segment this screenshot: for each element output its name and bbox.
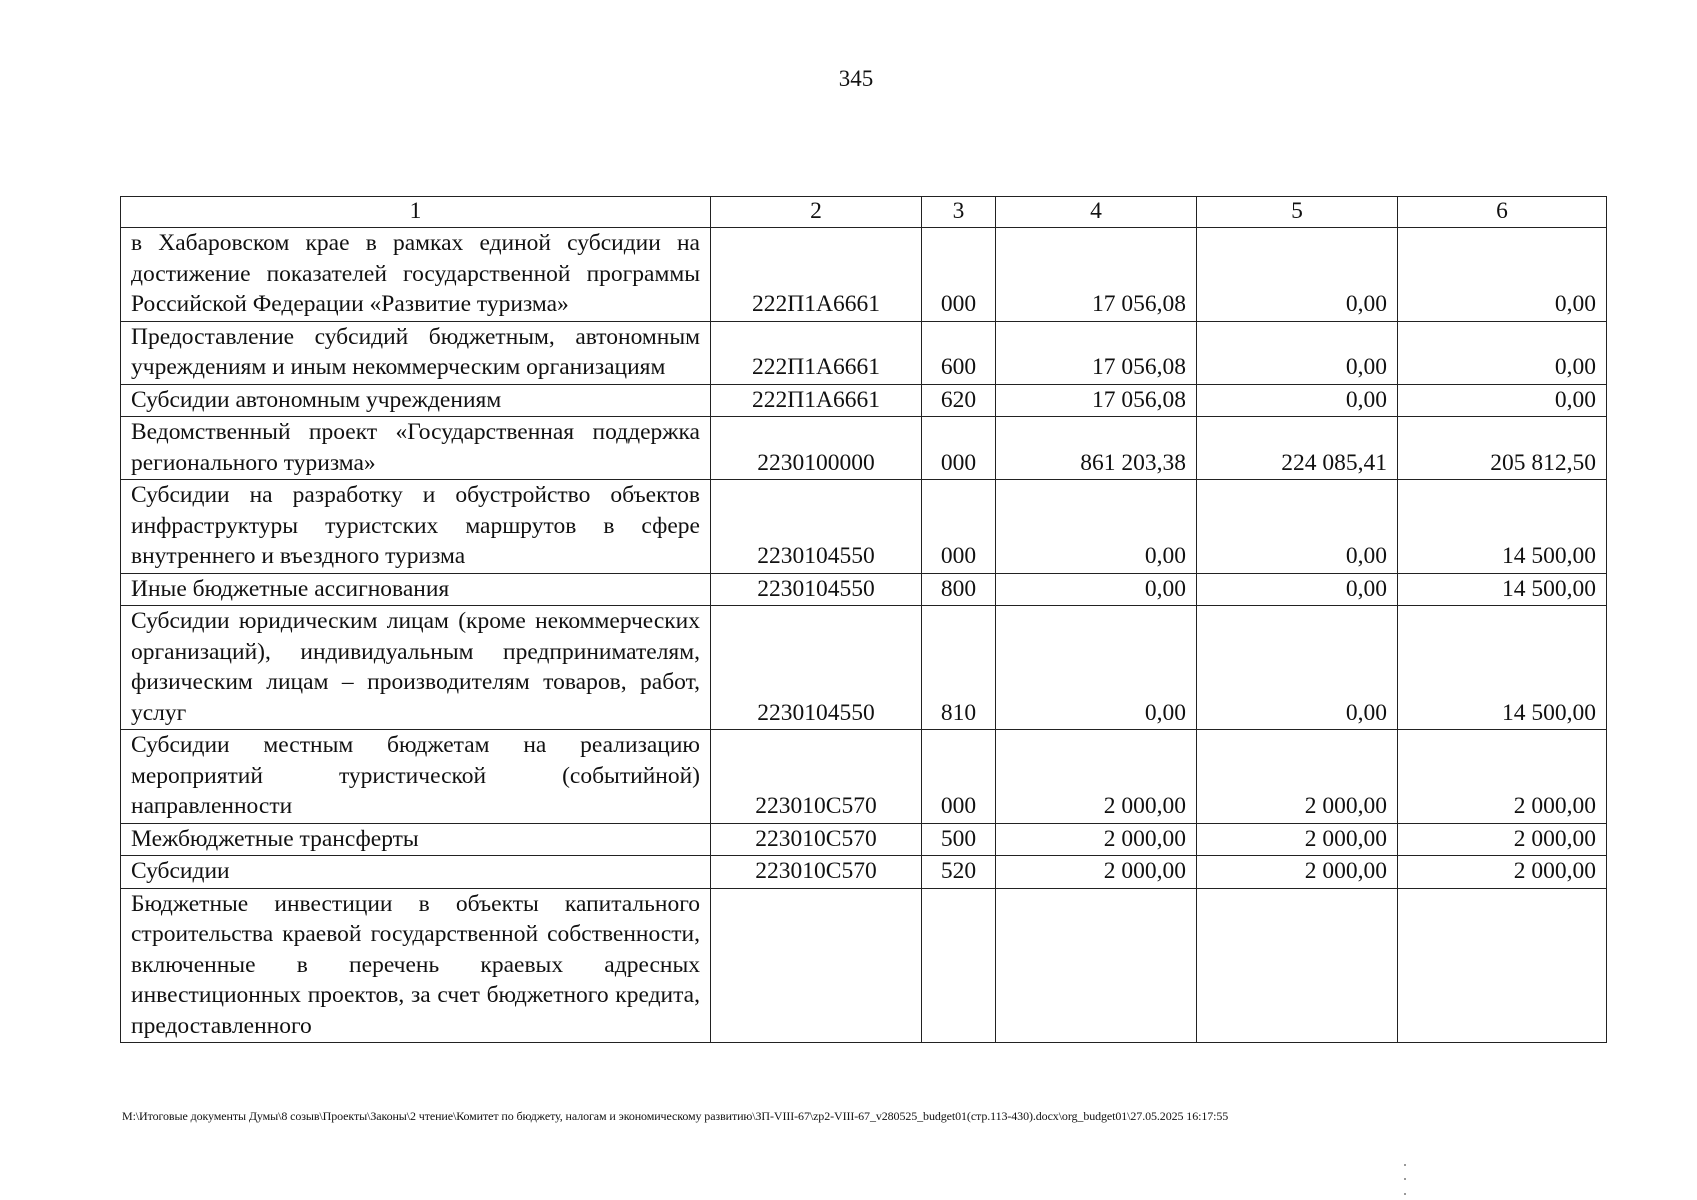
amount-col-6: 205 812,50 [1398, 417, 1607, 480]
amount-col-4: 0,00 [996, 480, 1197, 574]
row-description: Субсидии [121, 856, 711, 889]
table-row [121, 228, 1607, 322]
expense-type-code: 520 [922, 856, 996, 889]
table-row [121, 888, 1607, 1043]
target-article-code: 222П1А6661 [711, 228, 922, 322]
table-header-row [121, 197, 1607, 228]
amount-col-5: 224 085,41 [1197, 417, 1398, 480]
amount-col-6: 0,00 [1398, 384, 1607, 417]
expense-type-code: 500 [922, 823, 996, 856]
scan-speck [1404, 1193, 1406, 1195]
expense-type-code [922, 888, 996, 1043]
row-description: Субсидии местным бюджетам на реализацию мероприятий туристической (событийной) направленности [121, 730, 711, 824]
amount-col-6 [1398, 888, 1607, 1043]
amount-col-6: 0,00 [1398, 321, 1607, 384]
table-row [121, 606, 1607, 730]
amount-col-4: 0,00 [996, 573, 1197, 606]
amount-col-4 [996, 888, 1197, 1043]
row-description: Иные бюджетные ассигнования [121, 573, 711, 606]
column-header: 3 [922, 197, 996, 228]
amount-col-6: 2 000,00 [1398, 823, 1607, 856]
column-header: 1 [121, 197, 711, 228]
table-row [121, 480, 1607, 574]
amount-col-6: 14 500,00 [1398, 573, 1607, 606]
target-article-code: 2230104550 [711, 606, 922, 730]
amount-col-5: 0,00 [1197, 480, 1398, 574]
amount-col-5: 0,00 [1197, 573, 1398, 606]
expense-type-code: 000 [922, 228, 996, 322]
scan-speck [1404, 1178, 1406, 1180]
row-description: Субсидии на разработку и обустройство объектов инфраструктуры туристских маршрутов в сфере внутреннего и въездного туризма [121, 480, 711, 574]
column-header: 5 [1197, 197, 1398, 228]
expense-type-code: 000 [922, 480, 996, 574]
table-row [121, 573, 1607, 606]
column-header: 6 [1398, 197, 1607, 228]
amount-col-5: 0,00 [1197, 321, 1398, 384]
amount-col-6: 14 500,00 [1398, 480, 1607, 574]
row-description: Межбюджетные трансферты [121, 823, 711, 856]
table-row [121, 321, 1607, 384]
amount-col-4: 2 000,00 [996, 823, 1197, 856]
scan-speck [1404, 1164, 1406, 1166]
amount-col-4: 0,00 [996, 606, 1197, 730]
amount-col-5: 0,00 [1197, 384, 1398, 417]
amount-col-4: 2 000,00 [996, 856, 1197, 889]
target-article-code [711, 888, 922, 1043]
budget-table [120, 196, 1607, 1043]
target-article-code: 2230104550 [711, 480, 922, 574]
expense-type-code: 600 [922, 321, 996, 384]
amount-col-4: 17 056,08 [996, 321, 1197, 384]
table-row [121, 823, 1607, 856]
table-row [121, 730, 1607, 824]
target-article-code: 223010С570 [711, 856, 922, 889]
row-description: Субсидии автономным учреждениям [121, 384, 711, 417]
expense-type-code: 800 [922, 573, 996, 606]
row-description: Ведомственный проект «Государственная поддержка регионального туризма» [121, 417, 711, 480]
amount-col-5: 2 000,00 [1197, 730, 1398, 824]
table-row [121, 384, 1607, 417]
expense-type-code: 000 [922, 417, 996, 480]
column-header: 4 [996, 197, 1197, 228]
amount-col-6: 2 000,00 [1398, 730, 1607, 824]
amount-col-4: 17 056,08 [996, 384, 1197, 417]
row-description: Бюджетные инвестиции в объекты капитального строительства краевой государственной собственности, включенные в перечень краевых адресных инвестиционных проектов, за счет бюджетного кредита, предоставленного [121, 888, 711, 1043]
page-number: 345 [838, 66, 874, 91]
amount-col-5: 2 000,00 [1197, 856, 1398, 889]
amount-col-6: 2 000,00 [1398, 856, 1607, 889]
table-row [121, 417, 1607, 480]
table-row [121, 856, 1607, 889]
target-article-code: 223010С570 [711, 730, 922, 824]
target-article-code: 2230100000 [711, 417, 922, 480]
amount-col-4: 861 203,38 [996, 417, 1197, 480]
amount-col-6: 14 500,00 [1398, 606, 1607, 730]
amount-col-4: 2 000,00 [996, 730, 1197, 824]
row-description: Предоставление субсидий бюджетным, автономным учреждениям и иным некоммерческим организациям [121, 321, 711, 384]
row-description: Субсидии юридическим лицам (кроме некоммерческих организаций), индивидуальным предпринимателям, физическим лицам – производителям товаров, работ, услуг [121, 606, 711, 730]
expense-type-code: 000 [922, 730, 996, 824]
document-path-footer: M:\Итоговые документы Думы\8 созыв\Проекты\Законы\2 чтение\Комитет по бюджету, налогам и экономическому развитию\ЗП-VIII-67\zp2-VIII-67_v280525_budget01(стр.113-430).docx\org_budget01\27.05.2025 16:17:55 [122, 1109, 1229, 1123]
amount-col-5 [1197, 888, 1398, 1043]
target-article-code: 222П1А6661 [711, 321, 922, 384]
amount-col-5: 0,00 [1197, 228, 1398, 322]
amount-col-4: 17 056,08 [996, 228, 1197, 322]
amount-col-5: 2 000,00 [1197, 823, 1398, 856]
target-article-code: 223010С570 [711, 823, 922, 856]
column-header: 2 [711, 197, 922, 228]
target-article-code: 2230104550 [711, 573, 922, 606]
amount-col-6: 0,00 [1398, 228, 1607, 322]
expense-type-code: 810 [922, 606, 996, 730]
row-description: в Хабаровском крае в рамках единой субсидии на достижение показателей государственной программы Российской Федерации «Развитие туризма» [121, 228, 711, 322]
amount-col-5: 0,00 [1197, 606, 1398, 730]
expense-type-code: 620 [922, 384, 996, 417]
target-article-code: 222П1А6661 [711, 384, 922, 417]
